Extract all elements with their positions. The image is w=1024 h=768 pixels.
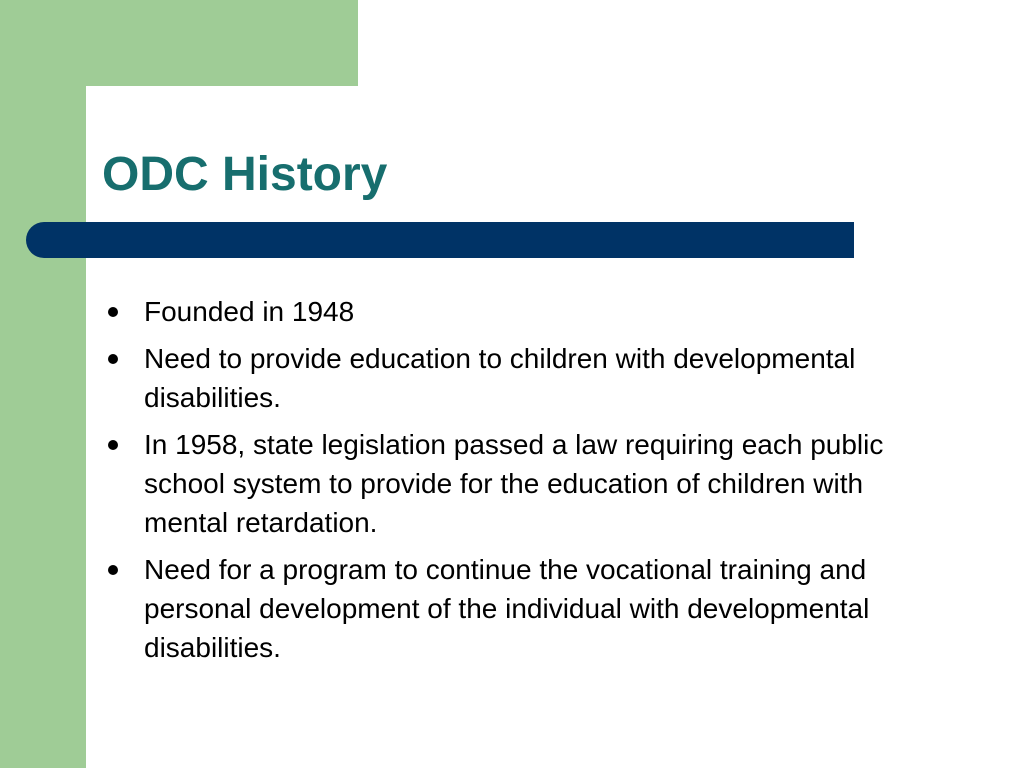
title-underline-bar: [26, 222, 854, 258]
bullet-dot-icon: [108, 354, 118, 364]
bullet-item: [108, 292, 928, 331]
slide-title: ODC History: [102, 148, 388, 201]
bullet-dot-icon: [108, 440, 118, 450]
bullet-item: [108, 339, 928, 417]
bullet-dot-icon: [108, 307, 118, 317]
bullet-text: Need for a program to continue the vocational training and personal development of the individual with developmental disabilities.: [144, 554, 870, 663]
bullet-item: [108, 550, 928, 667]
bullet-text: Founded in 1948: [144, 296, 355, 327]
green-sidebar-band: [0, 0, 86, 768]
bullet-item: [108, 425, 928, 542]
bullet-text: In 1958, state legislation passed a law requiring each public school system to provide for the education of children with mental retardation.: [144, 429, 884, 538]
bullet-dot-icon: [108, 565, 118, 575]
bullet-list: [108, 292, 928, 675]
bullet-text: Need to provide education to children with developmental disabilities.: [144, 343, 856, 413]
green-corner-block: [86, 0, 358, 86]
